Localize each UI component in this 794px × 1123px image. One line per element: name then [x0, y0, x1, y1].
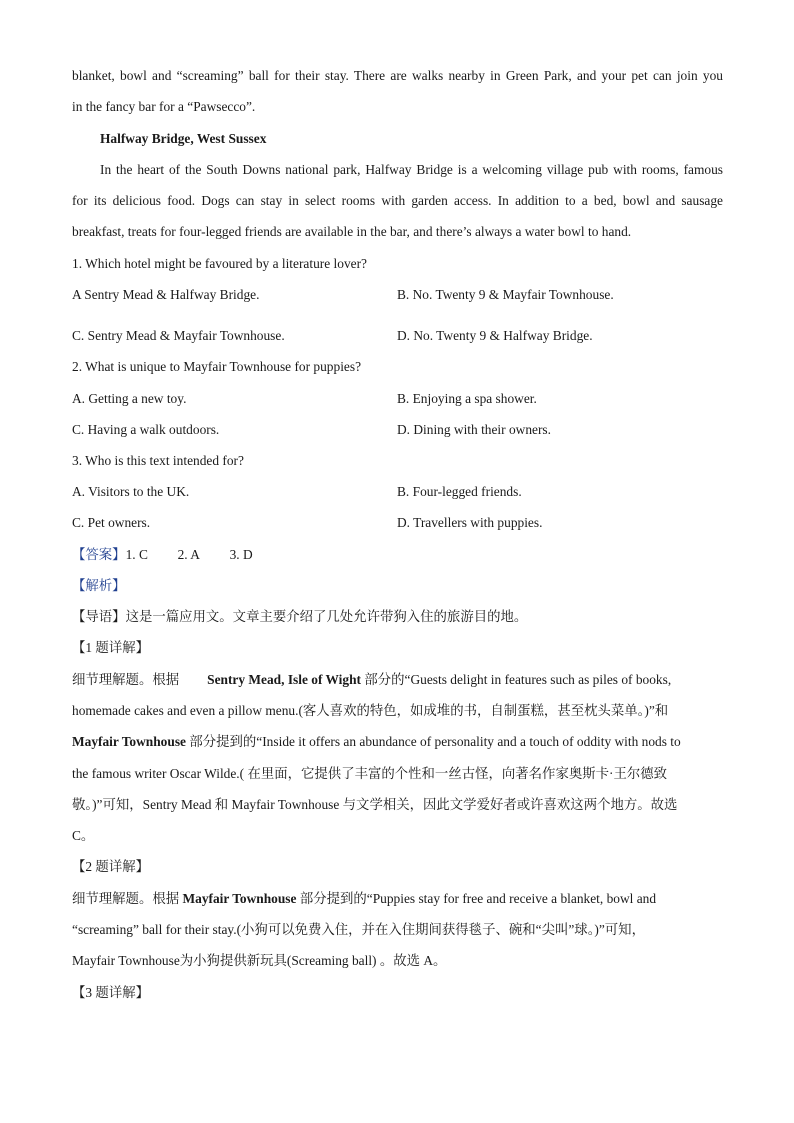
passage-line: in the fancy bar for a “Pawsecco”. — [72, 99, 256, 114]
q1-detail-line: the famous writer Oscar Wilde.( 在里面，它提供了丰富的个性和一丝古怪，向著名作家奥斯卡·王尔德致 — [72, 766, 668, 781]
question-stem: 1. Which hotel might be favoured by a literature lover? — [72, 256, 367, 271]
q2-detail-line — [72, 890, 656, 908]
text-span: 部分提到的“Inside it offers an abundance of personality and a touch of oddity with nods to — [185, 734, 681, 749]
guide-label: 【导语】 — [72, 609, 126, 624]
option-d: D. Dining with their owners. — [397, 422, 551, 437]
option-b: B. Enjoying a spa shower. — [397, 391, 537, 406]
guide-row — [72, 608, 527, 626]
q1-detail-line: C。 — [72, 828, 95, 843]
guide-text: 这是一篇应用文。文章主要介绍了几处允许带狗入住的旅游目的地。 — [125, 609, 528, 624]
option-a: A Sentry Mead & Halfway Bridge. — [72, 287, 260, 302]
option-c: C. Pet owners. — [72, 515, 151, 530]
option-b: B. No. Twenty 9 & Mayfair Townhouse. — [397, 287, 614, 302]
section-heading: Halfway Bridge, West Sussex — [100, 131, 267, 146]
option-b: B. Four-legged friends. — [397, 484, 522, 499]
option-a: A. Getting a new toy. — [72, 391, 187, 406]
q1-detail-line: homemade cakes and even a pillow menu.(客人喜欢的特色，如成堆的书，自制蛋糕，甚至枕头菜单。)”和 — [72, 703, 669, 718]
option-c: C. Having a walk outdoors. — [72, 422, 220, 437]
q1-detail-label: 【1 题详解】 — [72, 640, 149, 655]
text-span: 部分提到的“Puppies stay for free and receive a blanket, bowl and — [296, 891, 657, 906]
passage-line: breakfast, treats for four-legged friends are available in the bar, and there’s always a water bowl to hand. — [72, 224, 632, 239]
passage-line: for its delicious food. Dogs can stay in select rooms with garden access. In addition to a bed, bowl and sausage — [72, 193, 723, 208]
answer-item: 2. A — [177, 547, 200, 562]
section-reference: Mayfair Townhouse — [182, 891, 297, 906]
q1-detail-line — [72, 671, 671, 689]
passage-line: blanket, bowl and “screaming” ball for their stay. There are walks nearby in Green Park, and your pet can join you — [72, 68, 723, 83]
answer-item: 1. C — [125, 547, 148, 562]
q2-detail-label: 【2 题详解】 — [72, 859, 149, 874]
analysis-label: 【解析】 — [72, 578, 126, 593]
answer-label: 【答案】 — [72, 547, 126, 562]
q3-detail-label: 【3 题详解】 — [72, 985, 149, 1000]
q1-detail-line: 敬。)”可知，Sentry Mead 和 Mayfair Townhouse 与文学相关，因此文学爱好者或许喜欢这两个地方。故选 — [72, 797, 678, 812]
question-stem: 3. Who is this text intended for? — [72, 453, 244, 468]
section-reference: Sentry Mead, Isle of Wight — [207, 672, 361, 687]
option-d: D. No. Twenty 9 & Halfway Bridge. — [397, 328, 593, 343]
option-d: D. Travellers with puppies. — [397, 515, 543, 530]
option-c: C. Sentry Mead & Mayfair Townhouse. — [72, 328, 285, 343]
option-a: A. Visitors to the UK. — [72, 484, 190, 499]
text-span: 细节理解题。根据 — [72, 891, 183, 906]
question-stem: 2. What is unique to Mayfair Townhouse for puppies? — [72, 359, 362, 374]
q2-detail-line: “screaming” ball for their stay.(小狗可以免费入住，并在入住期间获得毯子、碗和“尖叫”球。)”可知， — [72, 922, 645, 937]
q1-detail-line — [72, 733, 681, 751]
q2-detail-line: Mayfair Townhouse为小狗提供新玩具(Screaming ball) 。故选 A。 — [72, 953, 447, 968]
passage-line: In the heart of the South Downs national park, Halfway Bridge is a welcoming village pub with rooms, famous — [100, 162, 723, 177]
answer-item: 3. D — [229, 547, 253, 562]
answer-row — [72, 546, 253, 564]
text-span: 细节理解题。根据 — [72, 672, 180, 687]
text-span: 部分的“Guests delight in features such as piles of books, — [361, 672, 672, 687]
section-reference: Mayfair Townhouse — [72, 734, 186, 749]
